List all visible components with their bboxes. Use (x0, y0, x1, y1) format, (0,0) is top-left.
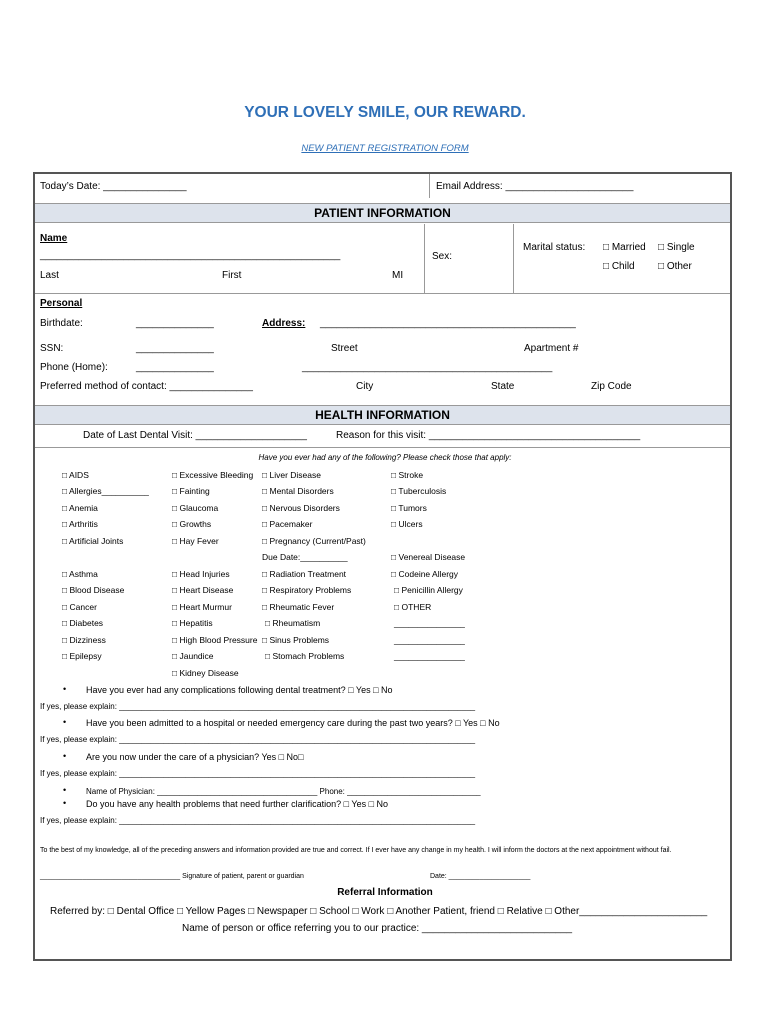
condition-checkbox[interactable]: □ Heart Disease (172, 585, 234, 595)
single-checkbox[interactable]: □ Single (658, 242, 695, 253)
personal-label: Personal (40, 298, 83, 309)
condition-checkbox[interactable]: □ Cancer (62, 602, 97, 612)
bullet-icon: • (63, 684, 67, 694)
form-frame (33, 172, 732, 961)
email-field[interactable]: Email Address: _______________________ (436, 181, 634, 192)
explain-line[interactable]: If yes, please explain: ________________________________________________________________________________ (40, 816, 476, 825)
signature-date-line[interactable]: Date: _____________________ (430, 873, 531, 880)
condition-checkbox[interactable]: □ Jaundice (172, 651, 214, 661)
complications-question[interactable]: Have you ever had any complications following dental treatment? □ Yes □ No (86, 685, 393, 695)
other-condition-line[interactable]: _______________ (394, 618, 465, 628)
physician-care-question[interactable]: Are you now under the care of a physician? Yes □ No□ (86, 752, 304, 762)
form-subtitle: NEW PATIENT REGISTRATION FORM (301, 143, 469, 154)
referral-heading: Referral Information (337, 887, 433, 898)
condition-checkbox[interactable]: □ Hay Fever (172, 536, 219, 546)
reason-for-visit-field[interactable]: Reason for this visit: ______________________________________ (336, 430, 641, 441)
condition-checkbox[interactable]: □ Venereal Disease (391, 552, 466, 562)
ssn-input-line[interactable]: ______________ (136, 343, 214, 354)
condition-checkbox[interactable]: □ Tuberculosis (391, 486, 447, 496)
address-line-2[interactable]: _____________________________________________ (302, 362, 553, 373)
divider (424, 224, 425, 293)
condition-checkbox[interactable]: □ Glaucoma (172, 503, 219, 513)
condition-checkbox[interactable]: □ Blood Disease (62, 585, 125, 595)
patient-info-heading: PATIENT INFORMATION (35, 203, 730, 223)
condition-checkbox[interactable]: □ Dizziness (62, 635, 106, 645)
address-label: Address: (262, 318, 306, 329)
condition-checkbox[interactable]: □ Ulcers (391, 519, 423, 529)
condition-checkbox[interactable]: □ Stroke (391, 470, 424, 480)
sex-field[interactable]: Sex: (432, 251, 453, 262)
apartment-caption: Apartment # (524, 343, 579, 354)
birthdate-label: Birthdate: (40, 318, 83, 329)
condition-checkbox[interactable]: □ High Blood Pressure (172, 635, 258, 645)
preferred-contact-field[interactable]: Preferred method of contact: _______________ (40, 381, 253, 392)
condition-checkbox[interactable]: □ Anemia (62, 503, 98, 513)
condition-checkbox[interactable]: □ Rheumatic Fever (262, 602, 335, 612)
first-name-caption: First (222, 270, 242, 281)
bullet-icon: • (63, 798, 67, 808)
other-condition-line[interactable]: _______________ (394, 651, 465, 661)
health-info-heading: HEALTH INFORMATION (35, 405, 730, 425)
condition-checkbox[interactable]: □ Liver Disease (262, 470, 321, 480)
zip-caption: Zip Code (591, 381, 632, 392)
condition-checkbox[interactable]: □ Excessive Bleeding (172, 470, 254, 480)
state-caption: State (491, 381, 515, 392)
clarification-question[interactable]: Do you have any health problems that need further clarification? □ Yes □ No (86, 799, 389, 809)
due-date-field[interactable]: Due Date:__________ (262, 552, 348, 562)
condition-checkbox[interactable]: □ Allergies__________ (62, 486, 149, 496)
explain-line[interactable]: If yes, please explain: ________________________________________________________________________________ (40, 769, 476, 778)
marital-status-label: Marital status: (523, 242, 586, 253)
street-caption: Street (331, 343, 358, 354)
condition-checkbox[interactable]: □ Artificial Joints (62, 536, 124, 546)
condition-checkbox[interactable]: □ Codeine Allergy (391, 569, 459, 579)
child-checkbox[interactable]: □ Child (603, 261, 635, 272)
condition-checkbox[interactable]: □ Head Injuries (172, 569, 230, 579)
other-condition-line[interactable]: _______________ (394, 635, 465, 645)
divider (429, 174, 430, 198)
condition-checkbox[interactable]: □ Penicillin Allergy (394, 585, 463, 595)
condition-checkbox[interactable]: □ Mental Disorders (262, 486, 334, 496)
condition-checkbox[interactable]: □ Heart Murmur (172, 602, 232, 612)
married-checkbox[interactable]: □ Married (603, 242, 646, 253)
name-input-line[interactable]: ______________________________________________________ (40, 250, 341, 261)
other-checkbox[interactable]: □ Other (658, 261, 692, 272)
last-name-caption: Last (40, 270, 59, 281)
divider (35, 293, 730, 294)
address-input-line[interactable]: ______________________________________________ (320, 318, 576, 329)
phone-input-line[interactable]: ______________ (136, 362, 214, 373)
city-caption: City (356, 381, 374, 392)
referral-options[interactable]: Referred by: □ Dental Office □ Yellow Pages □ Newspaper □ School □ Work □ Another Patient, friend □ Relative □ Other_______________________ (50, 906, 708, 917)
condition-checkbox[interactable]: □ Sinus Problems (262, 635, 330, 645)
condition-checkbox[interactable]: □ Stomach Problems (265, 651, 345, 661)
condition-checkbox[interactable]: □ Hepatitis (172, 618, 213, 628)
condition-checkbox[interactable]: □ AIDS (62, 470, 89, 480)
condition-checkbox[interactable]: □ Asthma (62, 569, 98, 579)
condition-checkbox[interactable]: □ Respiratory Problems (262, 585, 352, 595)
explain-line[interactable]: If yes, please explain: ________________________________________________________________________________ (40, 702, 476, 711)
last-dental-visit-field[interactable]: Date of Last Dental Visit: ____________________ (83, 430, 307, 441)
condition-checkbox[interactable]: □ Arthritis (62, 519, 98, 529)
condition-checkbox[interactable]: □ Diabetes (62, 618, 104, 628)
bullet-icon: • (63, 751, 67, 761)
hospital-question[interactable]: Have you been admitted to a hospital or needed emergency care during the past two years? □ Yes □ No (86, 718, 500, 728)
condition-checkbox[interactable]: □ Rheumatism (265, 618, 321, 628)
phone-label: Phone (Home): (40, 362, 108, 373)
condition-checkbox[interactable]: □ Epilepsy (62, 651, 102, 661)
middle-initial-caption: MI (392, 270, 404, 281)
signature-line[interactable]: ____________________________________ Signature of patient, parent or guardian (40, 873, 304, 880)
ssn-label: SSN: (40, 343, 64, 354)
conditions-instruction: Have you ever had any of the following? Please check those that apply: (258, 453, 512, 462)
divider (513, 224, 514, 293)
name-label: Name (40, 233, 68, 244)
condition-checkbox[interactable]: □ Pacemaker (262, 519, 313, 529)
condition-checkbox[interactable]: □ Growths (172, 519, 212, 529)
bullet-icon: • (63, 717, 67, 727)
divider (35, 447, 730, 448)
condition-checkbox[interactable]: □ Kidney Disease (172, 668, 239, 678)
condition-checkbox[interactable]: □ OTHER (394, 602, 432, 612)
condition-checkbox[interactable]: □ Radiation Treatment (262, 569, 347, 579)
birthdate-input-line[interactable]: ______________ (136, 318, 214, 329)
page-title: YOUR LOVELY SMILE, OUR REWARD. (244, 104, 526, 121)
explain-line[interactable]: If yes, please explain: ________________________________________________________________________________ (40, 735, 476, 744)
physician-name-phone-field[interactable]: Name of Physician: ____________________________________ Phone: ______________________________ (86, 787, 481, 796)
condition-checkbox[interactable]: □ Pregnancy (Current/Past) (262, 536, 366, 546)
condition-checkbox[interactable]: □ Tumors (391, 503, 427, 513)
condition-checkbox[interactable]: □ Nervous Disorders (262, 503, 340, 513)
todays-date-field[interactable]: Today’s Date: _______________ (40, 181, 187, 192)
referrer-name-field[interactable]: Name of person or office referring you to our practice: ___________________________ (182, 923, 573, 934)
condition-checkbox[interactable]: □ Fainting (172, 486, 210, 496)
attestation-text: To the best of my knowledge, all of the preceding answers and information provided are true and correct. If I ever have any change in my health. I will inform the doctors at the next appointment without fail. (40, 847, 672, 854)
bullet-icon: • (63, 785, 67, 795)
